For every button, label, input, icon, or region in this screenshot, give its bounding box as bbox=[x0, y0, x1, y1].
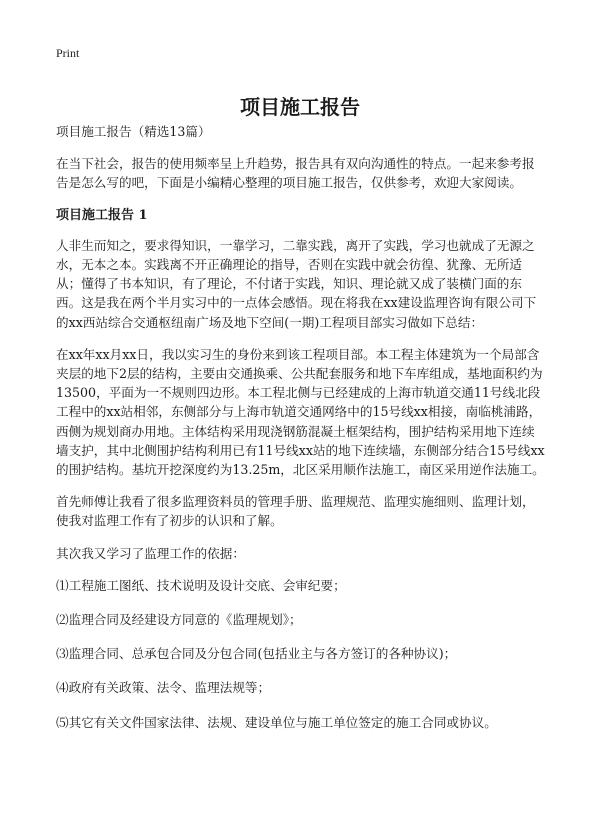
page-title: 项目施工报告 bbox=[240, 95, 360, 120]
section-heading: 项目施工报告 1 bbox=[56, 207, 148, 223]
body-paragraph: 人非生而知之，要求得知识，一靠学习，二靠实践，离开了实践，学习也就成了无源之水，无本之本。实践离不开正确理论的指导，否则在实践中就会彷徨、犹豫、无所适从；懂得了书本知识，有了理论，不付诸于实践，知识、理论就又成了装横门面的东西。这是我在两个半月实习中的一点体会感悟。现在将我在xx建设监理咨询有限公司下的xx西站综合交通枢纽南广场及地下空间(一期)工程项目部实习做如下总结： bbox=[56, 237, 537, 330]
list-item: ⑵监理合同及经建设方同意的《监理规划》； bbox=[56, 612, 302, 628]
body-paragraph: 其次我又学习了监理工作的依据： bbox=[56, 545, 245, 561]
list-item: ⑶监理合同、总承包合同及分包合同(包括业主与各方签订的各种协议)； bbox=[56, 646, 457, 662]
list-item: ⑷政府有关政策、法令、监理法规等； bbox=[56, 680, 271, 696]
list-item: ⑴工程施工图纸、技术说明及设计交底、会审纪要； bbox=[56, 577, 346, 593]
body-paragraph: 在xx年xx月xx日，我以实习生的身份来到该工程项目部。本工程主体建筑为一个局部含夹层的地下2层的结构，主要由交通换乘、公共配套服务和地下车库组成，基地面积约为13500，平面为一不规则四边形。本工程北侧与已经建成的上海市轨道交通11号线北段工程中的xx站相邻，东侧部分与上海市轨道交通网络中的15号线xx相接，南临桃浦路，西侧为规划商办用地。主体结构采用现浇钢筋混凝土框架结构，围护结构采用地下连续墙支护，其中北侧围护结构利用已有11号线xx站的地下连续墙，东侧部分结合15号线xx的围护结构。基坑开挖深度约为13.25m，北区采用顺作法施工，南区采用逆作法施工。 bbox=[56, 346, 545, 478]
list-item: ⑸其它有关文件国家法律、法规、建设单位与施工单位签定的施工合同或协议。 bbox=[56, 714, 497, 730]
article-subtitle: 项目施工报告（精选13篇） bbox=[56, 124, 211, 139]
body-paragraph: 首先师傅让我看了很多监理资料员的管理手册、监理规范、监理实施细则、监理计划，使我对监理工作有了初步的认识和了解。 bbox=[56, 494, 535, 529]
article-body bbox=[56, 122, 546, 747]
intro-paragraph: 在当下社会，报告的使用频率呈上升趋势，报告具有双向沟通性的特点。一起来参考报告是怎么写的吧，下面是小编精心整理的项目施工报告，仅供参考，欢迎大家阅读。 bbox=[56, 156, 535, 191]
print-link[interactable]: Print bbox=[56, 46, 80, 60]
